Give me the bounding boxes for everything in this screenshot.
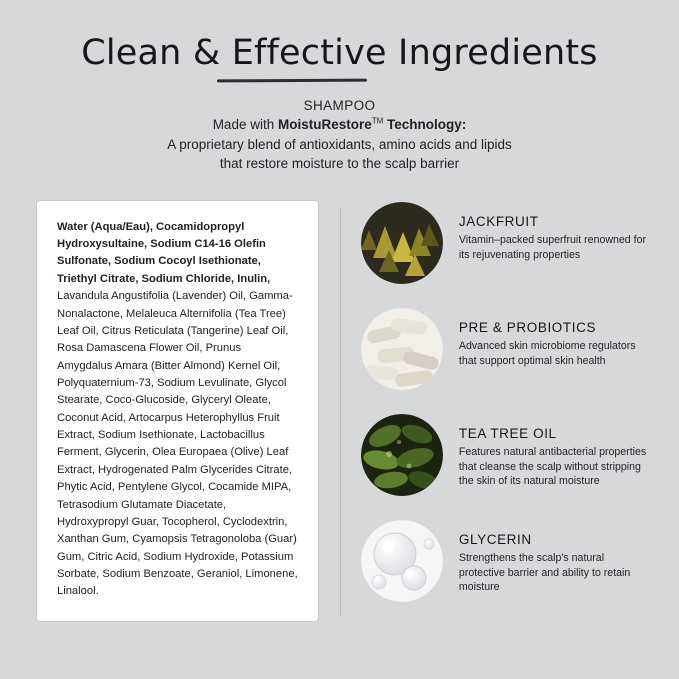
feature-item: [361, 414, 651, 496]
ingredients-regular-segment: Lavandula Angustifolia (Lavender) Oil, Gamma-Nonalactone, Melaleuca Alternifolia (Tea Tree) Leaf Oil, Citrus Reticulata (Tangerine) Leaf Oil, Rosa Damascena Flower Oil, Prunus Amygdalus Amara (Bitter Almond) Kernel Oil, Polyquaternium-73, Sodium Levulinate, Glycol Stearate, Coco-Glucoside, Glyceryl Oleate, Coconut Acid, Artocarpus Heterophyllus Fruit Extract, Sodium Isethionate, Lactobacillus Ferment, Glycerin, Olea Europaea (Olive) Leaf Extract, Hydrogenated Palm Glycerides Citrate, Phytic Acid, Pentylene Glycol, Cocamide MIPA, Tetrasodium Glutamate Diacetate, Hydroxypropyl Guar, Tocopherol, Cyclodextrin, Xanthan Gum, Cyamopsis Tetragonoloba (Guar) Gum, Citric Acid, Sodium Hydroxide, Potassium Sorbate, Sodium Benzoate, Geraniol, Limonene, Linalool.: [57, 290, 298, 598]
ingredients-list: [57, 219, 298, 601]
feature-title: PRE & PROBIOTICS: [458, 319, 597, 335]
features-column: [361, 200, 651, 626]
technology-brand: MoistuRestore: [277, 117, 372, 133]
jackfruit-photo-icon: [361, 202, 443, 284]
header: [0, 0, 679, 174]
technology-suffix: Technology:: [383, 117, 467, 133]
feature-text: [443, 414, 651, 489]
feature-item: [361, 308, 651, 390]
feature-text: [443, 202, 651, 263]
page-title: Clean & Effective Ingredients: [81, 33, 598, 73]
feature-text: [443, 520, 651, 595]
feature-title: JACKFRUIT: [458, 213, 539, 229]
ingredients-column: [26, 200, 326, 626]
technology-line: [0, 115, 679, 135]
technology-prefix: Made with: [212, 117, 278, 133]
feature-title: GLYCERIN: [458, 531, 532, 547]
content-area: [0, 200, 679, 626]
product-name: SHAMPOO: [303, 97, 376, 113]
feature-title: TEA TREE OIL: [458, 425, 557, 441]
feature-description: Features natural antibacterial properties that cleanse the scalp without stripping the skin of its natural moisture: [458, 445, 647, 488]
feature-item: [361, 520, 651, 602]
feature-text: [443, 308, 651, 369]
description-line-1: A proprietary blend of antioxidants, amino acids and lipids: [167, 136, 512, 152]
trademark-symbol: TM: [371, 116, 384, 126]
ingredients-bold-segment: Water (Aqua/Eau), Cocamidopropyl Hydroxysultaine, Sodium C14-16 Olefin Sulfonate, Sodium Cocoyl Isethionate, Triethyl Citrate, Sodium Chloride, Inulin,: [57, 220, 271, 285]
vertical-divider: [340, 208, 341, 616]
title-underline-decoration: [216, 78, 366, 82]
description-line-2: that restore moisture to the scalp barrier: [219, 156, 460, 172]
probiotic-capsules-photo-icon: [361, 308, 443, 390]
ingredients-card: [36, 200, 319, 622]
subheader: [0, 96, 679, 174]
feature-description: Advanced skin microbiome regulators that support optimal skin health: [458, 339, 636, 367]
feature-description: Strengthens the scalp's natural protective barrier and ability to retain moisture: [458, 551, 631, 594]
tea-tree-leaves-photo-icon: [361, 414, 443, 496]
glycerin-droplets-photo-icon: [361, 520, 443, 602]
feature-item: [361, 202, 651, 284]
feature-description: Vitamin–packed superfruit renowned for its rejuvenating properties: [458, 233, 646, 261]
